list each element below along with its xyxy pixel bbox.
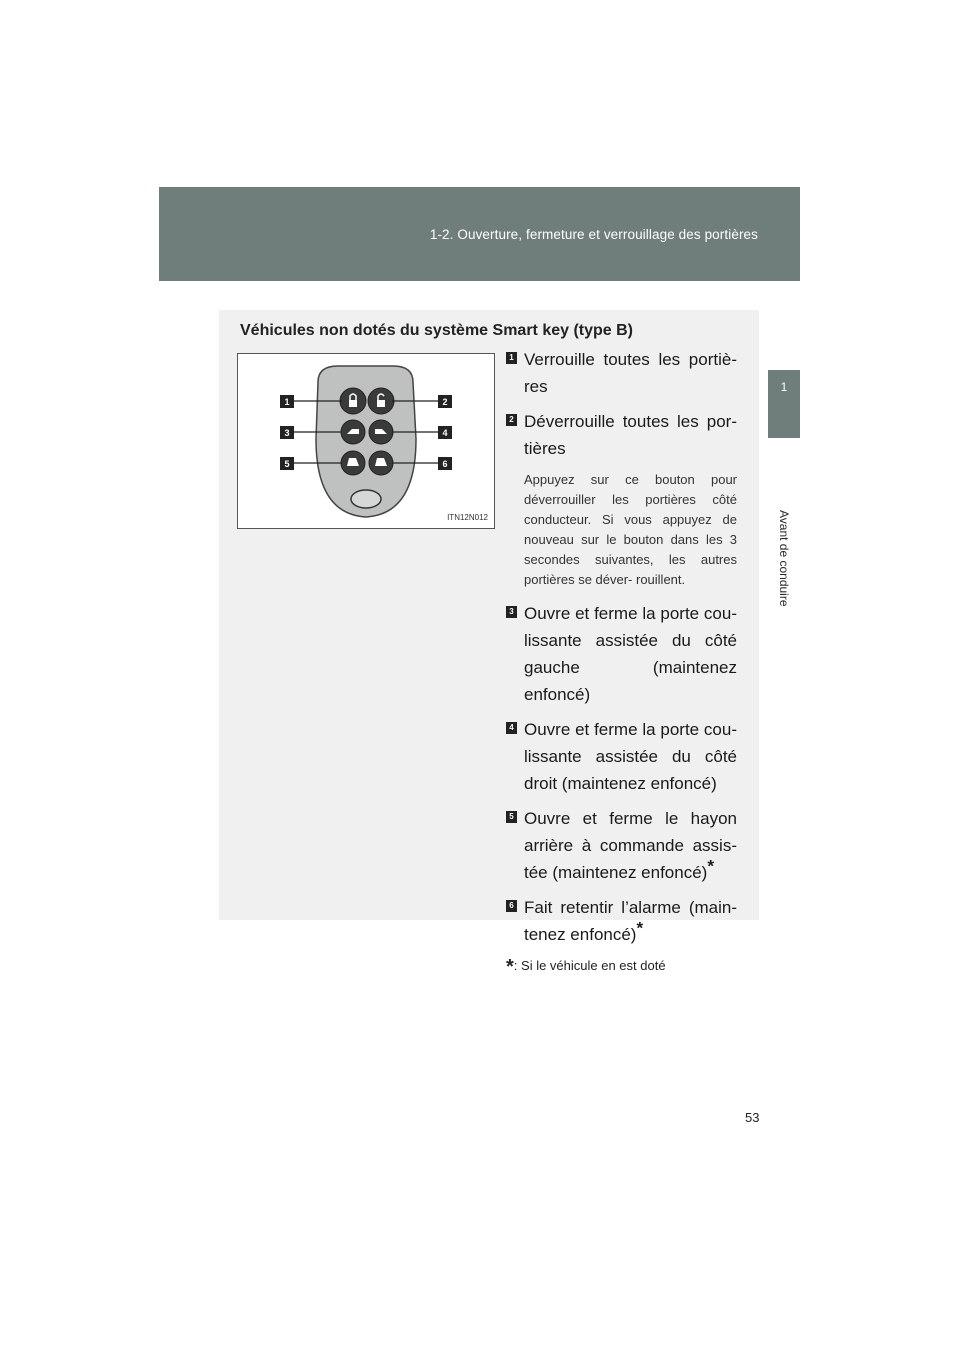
lock-icon <box>349 400 357 407</box>
item-text: Verrouille toutes les portiè- res <box>524 350 737 396</box>
item-text: Déverrouille toutes les por- tières <box>524 412 737 458</box>
list-item <box>506 346 737 400</box>
footnote-marker: * <box>707 856 714 876</box>
callout-1-label: 1 <box>284 397 290 407</box>
callout-5-label: 5 <box>284 459 290 469</box>
chapter-label: Avant de conduire <box>777 510 791 607</box>
list-item <box>506 805 737 886</box>
item-marker: 1 <box>506 352 517 364</box>
item-marker: 4 <box>506 722 517 734</box>
item-marker: 3 <box>506 606 517 618</box>
figure-code: ITN12N012 <box>447 513 488 522</box>
section-title: 1-2. Ouverture, fermeture et verrouillage des portières <box>429 227 758 242</box>
item-text: Ouvre et ferme la porte cou- lissante assistée du côté droit (maintenez enfoncé) <box>524 720 737 793</box>
page-number: 53 <box>745 1110 760 1125</box>
key-fob-illustration <box>238 354 494 528</box>
list-item <box>506 600 737 708</box>
item-text-body: Fait retentir l’alarme (main- tenez enfoncé) <box>524 898 737 944</box>
header-band <box>159 187 800 281</box>
footnote <box>506 956 737 979</box>
button-description-list <box>506 346 737 979</box>
item-marker: 5 <box>506 811 517 823</box>
item-text: Ouvre et ferme la porte cou- lissante assistée du côté gauche (maintenez enfoncé) <box>524 604 737 704</box>
item-marker: 2 <box>506 414 517 426</box>
item-text-body: Ouvre et ferme le hayon arrière à commande assis- tée (maintenez enfoncé) <box>524 809 737 882</box>
content-panel <box>219 310 759 978</box>
list-item <box>506 894 737 948</box>
list-item <box>506 716 737 797</box>
chapter-tab: 1 <box>768 370 800 438</box>
footnote-star: * <box>506 956 514 978</box>
callout-2-label: 2 <box>442 397 448 407</box>
panel-heading: Véhicules non dotés du système Smart key (type B) <box>240 322 634 339</box>
callout-4-label: 4 <box>442 428 448 438</box>
footnote-marker: * <box>636 918 644 938</box>
callout-6-label: 6 <box>442 459 448 469</box>
list-item <box>506 408 737 462</box>
item-note: Appuyez sur ce bouton pour déverrouiller les portières côté conducteur. Si vous appuyez de nouveau sur le bouton dans les 3 secondes suivantes, les autres portières se déver- rouillent. <box>524 472 737 587</box>
item-marker: 6 <box>506 900 517 912</box>
item-text <box>524 805 737 886</box>
callout-3-label: 3 <box>284 428 290 438</box>
item-text <box>524 894 737 948</box>
unlock-icon <box>377 400 385 407</box>
bottom-button <box>351 490 381 508</box>
footnote-text: : Si le véhicule en est doté <box>513 958 666 973</box>
key-fob-figure <box>237 353 495 529</box>
